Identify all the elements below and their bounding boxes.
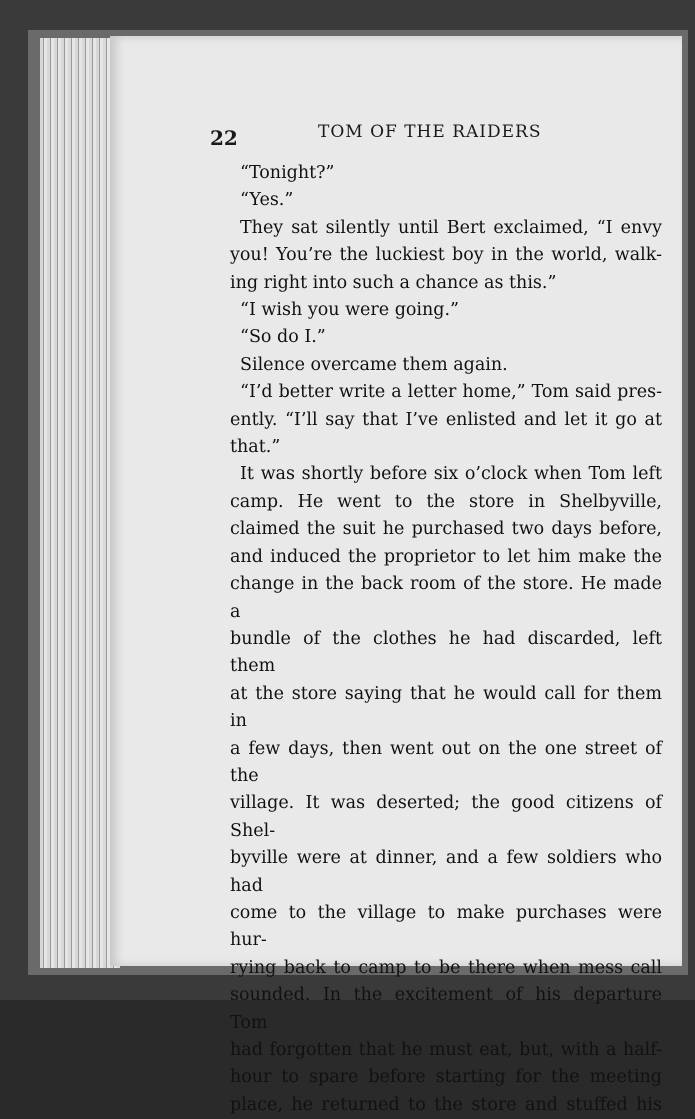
text-line: It was shortly before six o’clock when Tom left — [240, 464, 662, 485]
text-line: hour to spare before starting for the meeting — [230, 1067, 662, 1088]
text-line: rying back to camp to be there when mess call — [230, 957, 662, 978]
text-line: “So do I.” — [240, 327, 326, 348]
text-line: ently. “I’ll say that I’ve enlisted and let it go at — [230, 409, 662, 430]
text-line: had forgotten that he must eat, but, with a half- — [230, 1040, 662, 1060]
text-line: place, he returned to the store and stuffed his — [230, 1094, 662, 1115]
running-head: TOM OF THE RAIDERS — [318, 122, 542, 142]
page-stack-edge — [40, 38, 120, 968]
text-line: “I wish you were going.” — [240, 300, 460, 321]
text-line: Silence overcame them again. — [240, 354, 508, 375]
text-line: bundle of the clothes he had discarded, left them — [230, 628, 662, 677]
text-line: you! You’re the luckiest boy in the world, walk- — [230, 245, 662, 266]
text-line: village. It was deserted; the good citizens of Shel- — [230, 793, 662, 841]
text-line: at the store saying that he would call for them in — [230, 683, 662, 732]
text-line: sounded. In the excitement of his departure Tom — [230, 985, 662, 1033]
page-header — [210, 118, 580, 148]
body-text — [230, 160, 662, 1119]
text-line: claimed the suit he purchased two days before, — [230, 519, 662, 540]
text-line: “Yes.” — [240, 190, 294, 211]
text-line: camp. He went to the store in Shelbyville, — [230, 491, 662, 512]
text-line: a few days, then went out on the one street of the — [230, 738, 662, 786]
text-line: ing right into such a chance as this.” — [230, 272, 557, 293]
page-number: 22 — [210, 126, 238, 150]
text-line: change in the back room of the store. He made a — [230, 574, 662, 622]
text-line: come to the village to make purchases were hur- — [230, 902, 662, 951]
text-line: “I’d better write a letter home,” Tom said pres- — [240, 382, 662, 403]
text-line: and induced the proprietor to let him make the — [230, 546, 662, 567]
text-line: that.” — [230, 437, 281, 458]
text-line: byville were at dinner, and a few soldiers who had — [230, 848, 662, 896]
text-line: “Tonight?” — [240, 163, 335, 183]
text-line: They sat silently until Bert exclaimed, “I envy — [240, 217, 662, 238]
